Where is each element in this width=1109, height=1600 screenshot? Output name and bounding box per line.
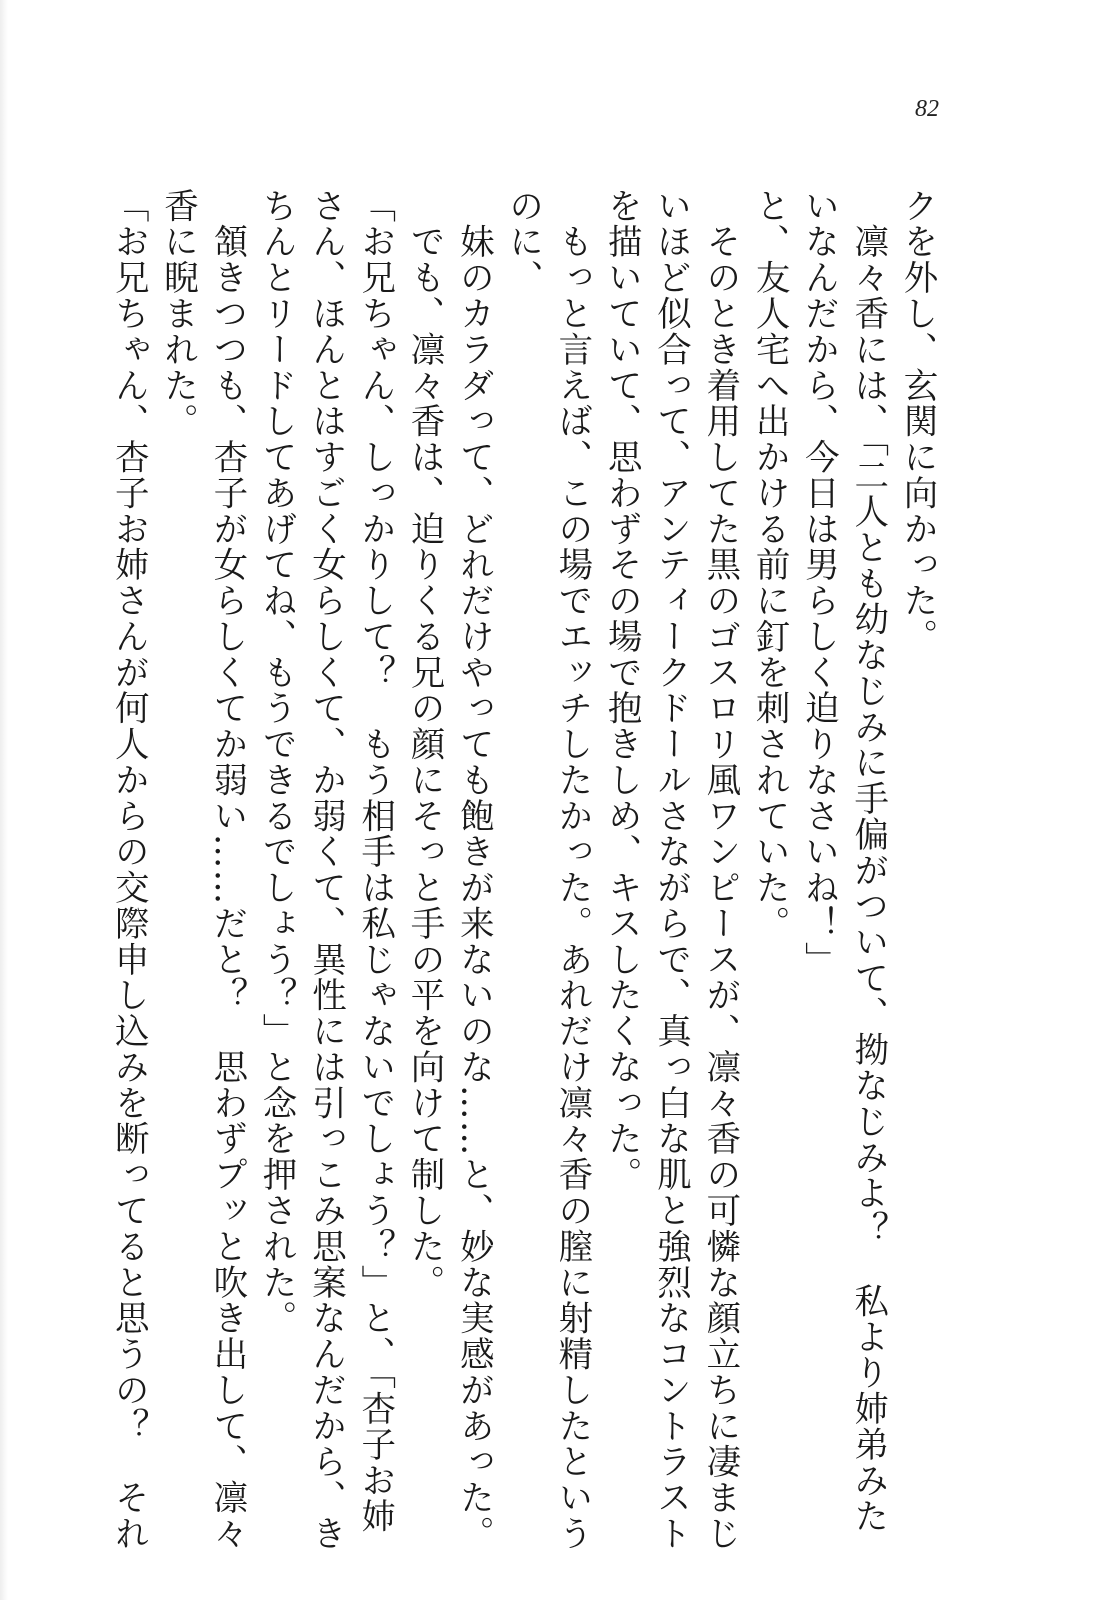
novel-body-text: [103, 188, 941, 1552]
text-line: いなんだから、今日は男らしく迫りなさいね！」: [798, 188, 839, 978]
text-line: 頷きつつも、杏子が女らしくてか弱い……だと？ 思わずプッと吹き出して、凛々: [206, 188, 247, 1552]
text-line: 香に睨まれた。: [157, 188, 198, 440]
page-number: 82: [915, 96, 939, 122]
text-line: クを外し、玄関に向かった。: [897, 188, 937, 655]
text-line: 凛々香には、「二人とも幼なじみに手偏がついて、拗なじみよ？ 私より姉弟みた: [847, 188, 888, 1535]
text-line: ちんとリードしてあげてね、もうできるでしょう？」と念を押された。: [256, 188, 297, 1337]
text-line: もっと言えば、この場でエッチしたかった。あれだけ凛々香の膣に射精したという: [551, 188, 592, 1552]
page-binding-edge: [0, 0, 8, 1600]
text-line: 妹のカラダって、どれだけやっても飽きが来ないのな……と、妙な実感があった。: [453, 188, 494, 1552]
text-line: そのとき着用してた黒のゴスロリ風ワンピースが、凛々香の可憐な顔立ちに凄まじ: [699, 188, 740, 1552]
text-line: と、友人宅へ出かける前に釘を刺されていた。: [749, 188, 790, 942]
text-line: のに、: [502, 188, 543, 296]
text-line: いほど似合って、アンティークドールさながらで、真っ白な肌と強烈なコントラスト: [650, 188, 691, 1552]
text-line: を描いていて、思わずその場で抱きしめ、キスしたくなった。: [601, 188, 642, 1193]
text-line: 「お兄ちゃん、しっかりして？ もう相手は私じゃないでしょう？」と、「杏子お姉: [354, 188, 395, 1535]
text-line: さん、ほんとはすごく女らしくて、か弱くて、異性には引っこみ思案なんだから、き: [305, 188, 346, 1552]
text-line: 「お兄ちゃん、杏子お姉さんが何人からの交際申し込みを断ってると思うの？ それ: [108, 188, 149, 1552]
text-line: でも、凛々香は、迫りくる兄の顔にそっと手の平を向けて制した。: [404, 188, 445, 1301]
